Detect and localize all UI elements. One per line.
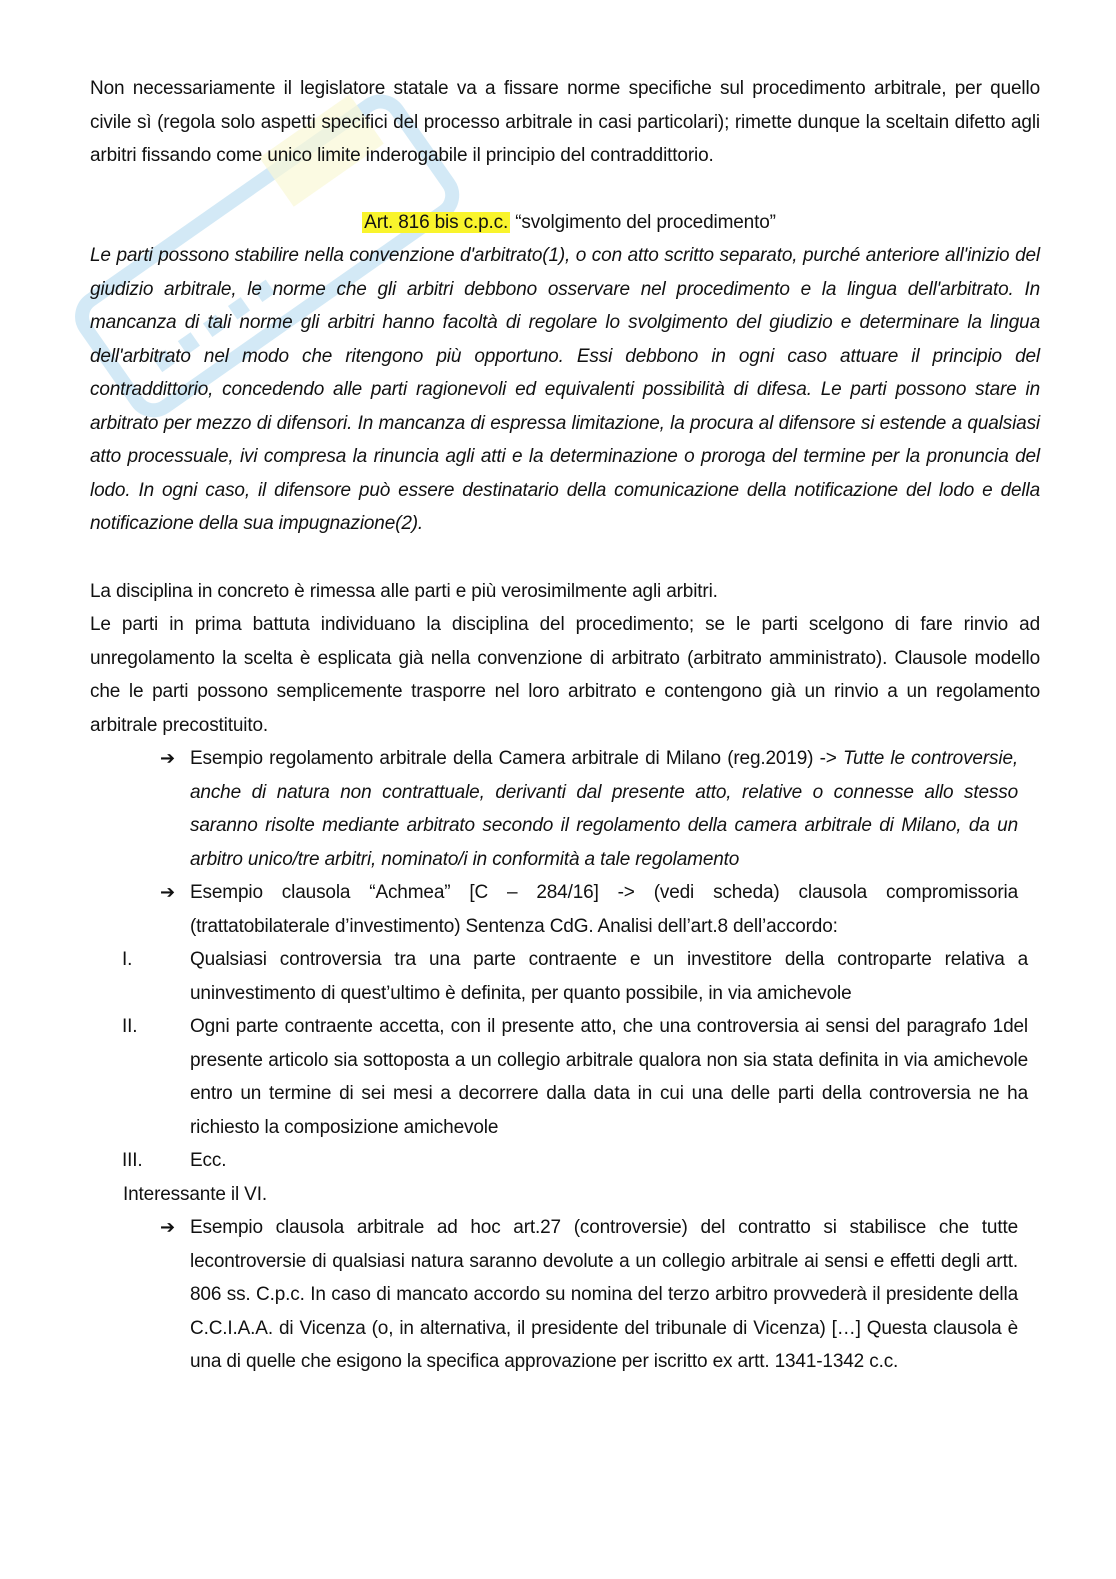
rules-paragraph: Le parti in prima battuta individuano la disciplina del procedimento; se le parti scelgono di fare rinvio ad unregolamento la scelta è esplicata già nella convenzione di arbitrato (arbitrato amministrato). Clausole modello che le parti possono semplicemente trasporre nel loro arbitrato e contengono già un rinvio a un regolamento arbitrale precostituito. <box>90 614 1040 736</box>
intro-paragraph: Non necessariamente il legislatore statale va a fissare norme specifiche sul procedimento arbitrale, per quello civile sì (regola solo aspetti specifici del processo arbitrale in casi particolari); rimette dunque la sceltain difetto agli arbitri fissando come unico limite inderogabile il principio del contraddittorio. <box>90 78 1040 166</box>
svg-text:.....: ..... <box>99 207 296 397</box>
arrow-bullet-icon: ➔ <box>160 882 175 902</box>
example-milano-clause: Tutte le controversie, anche di natura non contrattuale, derivanti dal presente atto, relative o connesse allo stesso saranno risolte mediante arbitrato secondo il regolamento della camera arbitrale di Milano, da un arbitro unico/tre arbitri, nominato/i in conformità a tale regolamento <box>190 748 1018 870</box>
discipline-paragraph: La disciplina in concreto è rimessa alle parti e più verosimilmente agli arbitri. <box>90 580 718 602</box>
list-number: I. <box>122 949 133 970</box>
list-number: II. <box>122 1016 138 1037</box>
list-number: III. <box>122 1150 143 1171</box>
article-title: “svolgimento del procedimento” <box>515 211 776 233</box>
example-ad-hoc-text: Esempio clausola arbitrale ad hoc art.27 (controversie) del contratto si stabilisce che tutte lecontroversie di qualsiasi natura saranno devolute a un collegio arbitrale ai sensi e effetti degli artt. 806 ss. C.p.c. In caso di mancato accordo su nomina del terzo arbitro provvederà il presidente della C.C.I.A.A. di Vicenza (o, in alternativa, il presidente del tribunale di Vicenza) […] Questa clausola è una di quelle che esigono la specifica approvazione per iscritto ex artt. 1341-1342 c.c. <box>190 1217 1018 1372</box>
example-milano-intro: Esempio regolamento arbitrale della Camera arbitrale di Milano (reg.2019) -> <box>190 748 844 769</box>
list-item-text: Ecc. <box>190 1150 227 1171</box>
article-heading <box>90 206 1040 240</box>
example-ad-hoc <box>160 1211 1018 1379</box>
list-item <box>122 1010 1028 1144</box>
arrow-bullet-icon: ➔ <box>160 1217 175 1237</box>
example-achmea-text: Esempio clausola “Achmea” [C – 284/16] -> (vedi scheda) clausola compromissoria (trattatobilaterale d’investimento) Sentenza CdG. Analisi dell’art.8 dell’accordo: <box>190 882 1018 937</box>
list-item <box>122 943 1028 1010</box>
example-milano <box>160 742 1018 876</box>
spacer <box>90 541 1040 575</box>
example-achmea <box>160 876 1018 943</box>
arrow-bullet-icon: ➔ <box>160 748 175 768</box>
list-item-text: Qualsiasi controversia tra una parte contraente e un investitore della controparte relativa a uninvestimento di quest’ultimo è definita, per quanto possibile, in via amichevole <box>190 949 1028 1004</box>
list-item-text: Ogni parte contraente accetta, con il presente atto, che una controversia ai sensi del paragrafo 1del presente articolo sia sottoposta a un collegio arbitrale qualora non sia stata definita in via amichevole entro un termine di sei mesi a decorrere dalla data in cui una delle parti della controversia ne ha richiesto la composizione amichevole <box>190 1016 1028 1138</box>
note-vi: Interessante il VI. <box>123 1183 267 1205</box>
list-item <box>122 1144 1028 1178</box>
document-body <box>90 72 1040 1379</box>
article-reference: Art. 816 bis c.p.c. <box>364 211 509 233</box>
article-text: Le parti possono stabilire nella convenzione d'arbitrato(1), o con atto scritto separato, purché anteriore all'inizio del giudizio arbitrale, le norme che gli arbitri debbono osservare nel procedimento e la lingua dell'arbitrato. In mancanza di tali norme gli arbitri hanno facoltà di regolare lo svolgimento del giudizio e determinare la lingua dell'arbitrato nel modo che ritengono più opportuno. Essi debbono in ogni caso attuare il principio del contraddittorio, concedendo alle parti ragionevoli ed equivalenti possibilità di difesa. Le parti possono stare in arbitrato per mezzo di difensori. In mancanza di espressa limitazione, la procura al difensore si estende a qualsiasi atto processuale, ivi compresa la rinuncia agli atti e la determinazione o proroga del termine per la pronuncia del lodo. In ogni caso, il difensore può essere destinatario della comunicazione della notificazione del lodo e della notificazione della sua impugnazione(2). <box>90 245 1040 534</box>
